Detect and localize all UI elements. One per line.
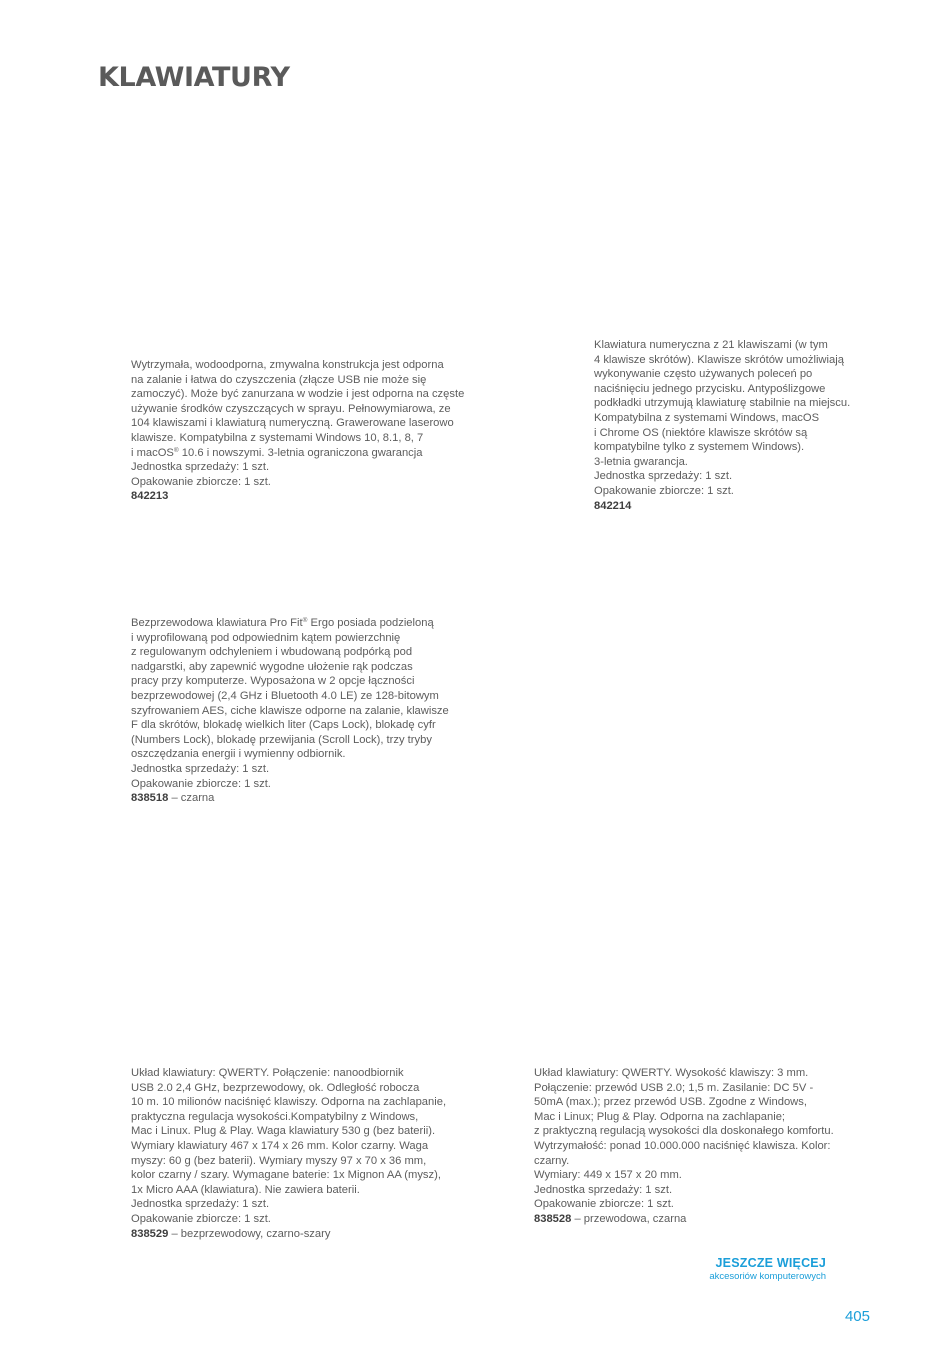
description-line: i Chrome OS (niektóre klawisze skrótów są	[594, 426, 808, 439]
description-line: 4 klawisze skrótów). Klawisze skrótów umożliwiają	[594, 353, 844, 366]
description-line: klawisze. Kompatybilna z systemami Windows 10, 8.1, 8, 7	[131, 431, 424, 444]
more-accessories-link[interactable]	[709, 1256, 826, 1282]
description-line: Klawiatura numeryczna z 21 klawiszami (w tym	[594, 339, 828, 351]
description-line: Układ klawiatury: QWERTY. Połączenie: nanoodbiornik	[131, 1067, 404, 1079]
description-line: USB 2.0 2,4 GHz, bezprzewodowy, ok. Odległość robocza	[131, 1081, 420, 1094]
description-line: czarny.	[534, 1154, 570, 1167]
description-line: bezprzewodowej (2,4 GHz i Bluetooth 4.0 LE) ze 128-bitowym	[131, 689, 439, 702]
product-code-line	[131, 1227, 446, 1242]
description-line: używanie środków czyszczących w sprayu. Pełnowymiarowa, ze	[131, 402, 451, 415]
description-line: 104 klawiszami i klawiaturą numeryczną. Grawerowane laserowo	[131, 417, 454, 430]
description-line: oszczędzania energii i wymienny odbiornik.	[131, 748, 346, 761]
description-line: 50mA (max.); przez przewód USB. Zgodne z Windows,	[534, 1096, 807, 1109]
description-line: Mac i Linux; Plug & Play. Odporna na zachlapanie;	[534, 1110, 786, 1123]
description-line: zamoczyć). Może być zanurzana w wodzie i jest odporna na częste	[131, 388, 465, 401]
description-line: Jednostka sprzedaży: 1 szt.	[594, 470, 733, 483]
description-line: Wytrzymała, wodoodporna, zmywalna konstrukcja jest odporna	[131, 359, 444, 371]
description-line: myszy: 60 g (bez baterii). Wymiary myszy 97 x 70 x 36 mm,	[131, 1154, 427, 1167]
description-line: Bezprzewodowa klawiatura Pro Fit® Ergo posiada podzieloną	[131, 617, 434, 629]
product-code: 838518	[131, 792, 169, 805]
product-description-838528	[534, 1066, 834, 1227]
product-code-line	[594, 499, 850, 514]
description-line: Opakowanie zbiorcze: 1 szt.	[131, 1212, 271, 1225]
product-description-842214	[594, 338, 850, 513]
description-line: Jednostka sprzedaży: 1 szt.	[131, 762, 270, 775]
product-code-line	[131, 791, 449, 806]
description-line: podkładki utrzymują klawiaturę stabilnie na miejscu.	[594, 397, 851, 410]
description-line: Wytrzymałość: ponad 10.000.000 naciśnięć klawisza. Kolor:	[534, 1139, 831, 1152]
description-line: 1x Micro AAA (klawiatura). Nie zawiera baterii.	[131, 1183, 360, 1196]
description-line: naciśnięciu jednego przycisku. Antypoślizgowe	[594, 382, 826, 395]
product-description-838529	[131, 1066, 446, 1241]
product-variant: – czarna	[168, 792, 215, 805]
description-line: z regulowanym odchyleniem i wbudowaną podpórką pod	[131, 646, 413, 659]
description-line: i macOS® 10.6 i nowszymi. 3-letnia ograniczona gwarancja	[131, 446, 423, 459]
product-description-842213	[131, 358, 464, 504]
product-code: 842214	[594, 499, 632, 512]
description-line: szyfrowaniem AES, ciche klawisze odporne na zalanie, klawisze	[131, 704, 449, 717]
description-line: pracy przy komputerze. Wyposażona w 2 opcje łączności	[131, 675, 415, 688]
description-line: Jednostka sprzedaży: 1 szt.	[534, 1183, 673, 1196]
description-line: Jednostka sprzedaży: 1 szt.	[131, 461, 270, 474]
description-line: Jednostka sprzedaży: 1 szt.	[131, 1198, 270, 1211]
description-line: F dla skrótów, blokadę wielkich liter (Caps Lock), blokadę cyfr	[131, 719, 436, 732]
description-line: nadgarstki, aby zapewnić wygodne ułożenie rąk podczas	[131, 660, 413, 673]
description-line: kompatybilne tylko z systemem Windows).	[594, 441, 805, 454]
description-line: Opakowanie zbiorcze: 1 szt.	[534, 1198, 674, 1211]
description-line: z praktyczną regulacją wysokości dla doskonałego komfortu.	[534, 1125, 834, 1138]
description-line: kolor czarny / szary. Wymagane baterie: 1x Mignon AA (mysz),	[131, 1169, 441, 1182]
description-line: Układ klawiatury: QWERTY. Wysokość klawiszy: 3 mm.	[534, 1067, 809, 1079]
description-line: Wymiary klawiatury 467 x 174 x 26 mm. Kolor czarny. Waga	[131, 1139, 429, 1152]
description-line: na zalanie i łatwa do czyszczenia (złącze USB nie może się	[131, 373, 427, 386]
description-line: 10 m. 10 milionów naciśnięć klawiszy. Odporna na zachlapanie,	[131, 1096, 447, 1109]
description-line: 3-letnia gwarancja.	[594, 455, 688, 468]
page-number: 405	[844, 1308, 870, 1325]
description-line: Opakowanie zbiorcze: 1 szt.	[131, 777, 271, 790]
product-description-838518	[131, 616, 449, 806]
description-line: wykonywanie często używanych poleceń po	[594, 368, 813, 381]
product-variant: – przewodowa, czarna	[571, 1212, 687, 1225]
description-line: (Numbers Lock), blokadę przewijania (Scroll Lock), trzy tryby	[131, 733, 432, 746]
page-title: KLAWIATURY	[98, 62, 290, 93]
product-variant: – bezprzewodowy, czarno-szary	[168, 1227, 331, 1240]
description-line: Wymiary: 449 x 157 x 20 mm.	[534, 1169, 682, 1182]
more-accessories-headline: JESZCZE WIĘCEJ	[715, 1256, 826, 1270]
description-line: Mac i Linux. Plug & Play. Waga klawiatury 530 g (bez baterii).	[131, 1125, 436, 1138]
description-line: Kompatybilna z systemami Windows, macOS	[594, 411, 820, 424]
description-line: i wyprofilowaną pod odpowiednim kątem powierzchnię	[131, 631, 401, 644]
more-accessories-subline: akcesoriów komputerowych	[709, 1271, 826, 1282]
product-code-line	[131, 489, 464, 504]
product-code: 838529	[131, 1227, 169, 1240]
description-line: Opakowanie zbiorcze: 1 szt.	[594, 484, 734, 497]
product-code: 842213	[131, 490, 169, 503]
description-line: Opakowanie zbiorcze: 1 szt.	[131, 475, 271, 488]
description-line: Połączenie: przewód USB 2.0; 1,5 m. Zasilanie: DC 5V -	[534, 1081, 814, 1094]
product-code-line	[534, 1212, 834, 1227]
description-line: praktyczna regulacja wysokości.Kompatybilny z Windows,	[131, 1110, 419, 1123]
product-code: 838528	[534, 1212, 572, 1225]
